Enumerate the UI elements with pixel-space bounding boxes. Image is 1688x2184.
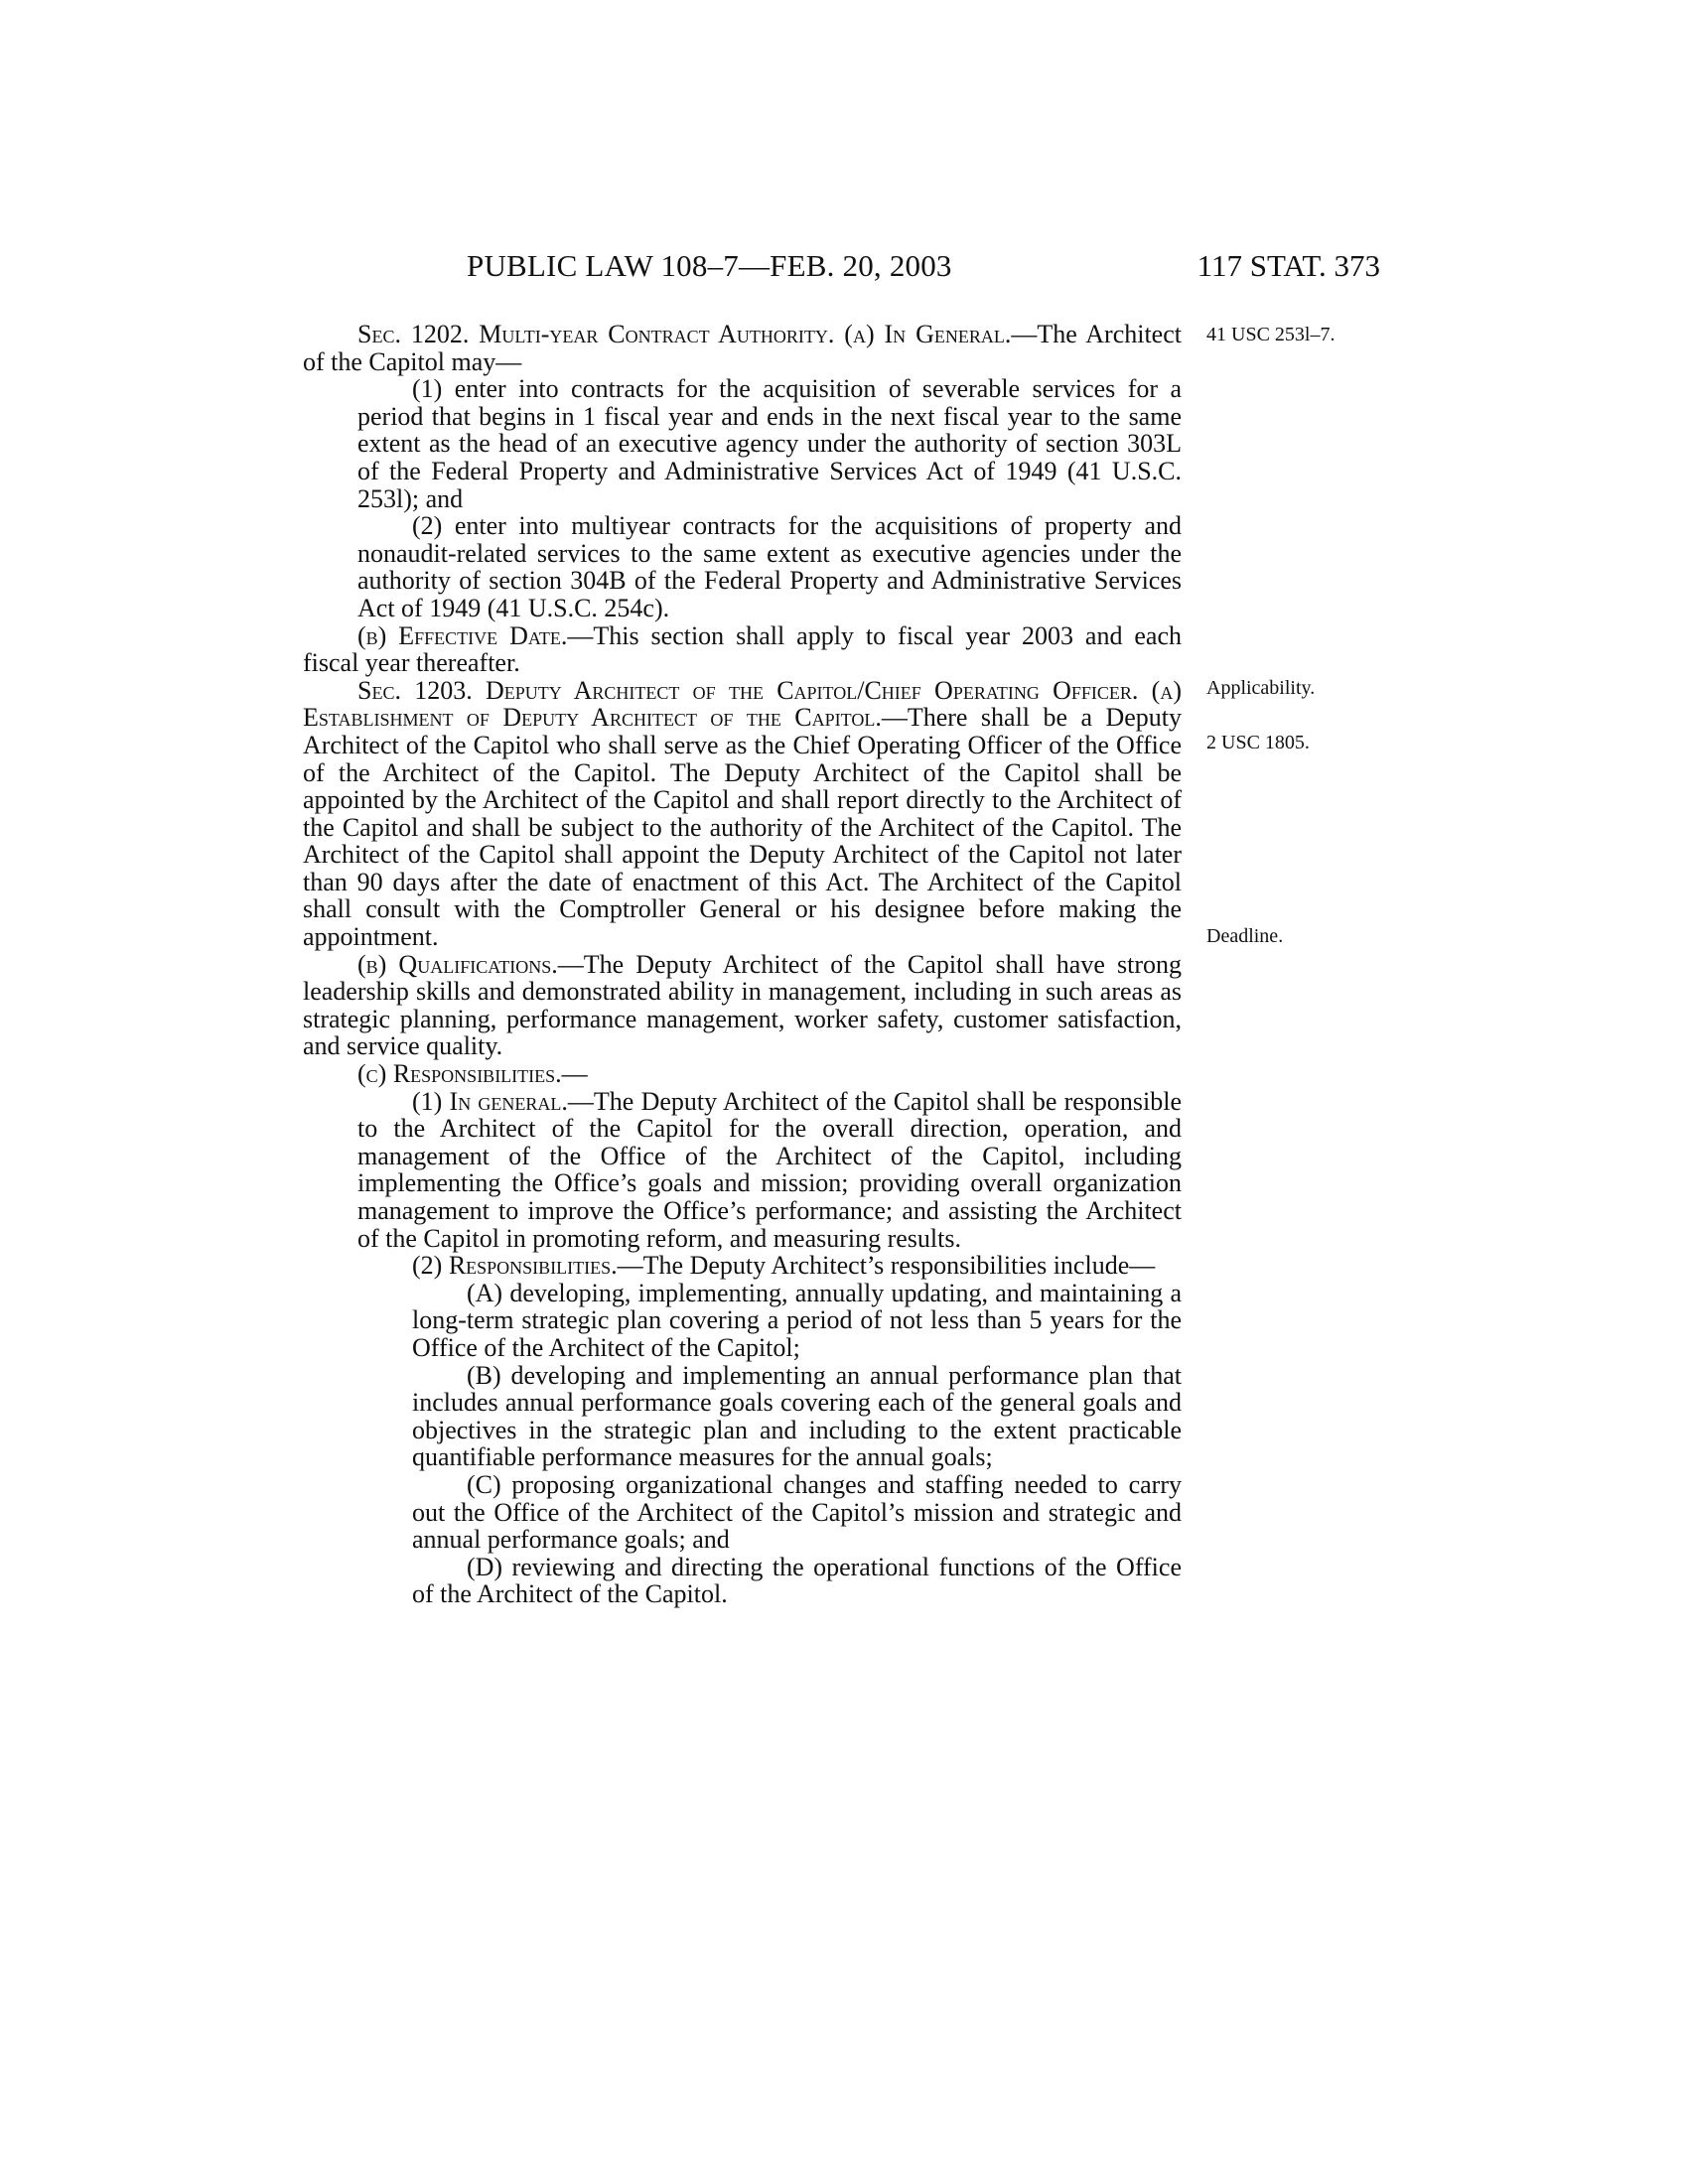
sec-1202-text: —The Architect of the Capitol may— (303, 320, 1182, 376)
sec-1203-text: —There shall be a Deputy Architect of the Capitol who shall serve as the Chief Operating Officer of the Office of the Architect of the Capitol. The Deputy Architect of the Capitol shall be appointed by the Architect of the Capitol and shall report directly to the Architect of the Capitol and shall be subject to the authority of the Architect of the Capitol. The Architect of the Capitol shall appoint the Deputy Architect of the Capitol not later than 90 days after the date of enactment of this Act. The Architect of the Capitol shall consult with the Comptroller General or his designee before making the appointment. (303, 703, 1182, 952)
sec-1203-c2-C: (C) proposing organizational changes and staffing needed to carry out the Office of the Architect of the Capitol’s mission and strategic and annual performance goals; and (412, 1469, 1182, 1555)
sec-1202-para-1: (1) enter into contracts for the acquisition of severable services for a period that begins in 1 fiscal year and ends in the next fiscal year to the same extent as the head of an executive agency under the authority of section 303L of the Federal Property and Administrative Services Act of 1949 (41 U.S.C. 253l); and (357, 374, 1182, 513)
sec-1203-b-text: —The Deputy Architect of the Capitol shall have strong leadership skills and demonstrated ability in management, including in such areas as strategic planning, performance management, worker safety, customer satisfaction, and service quality. (303, 949, 1182, 1061)
sec-1203-c1-text: —The Deputy Architect of the Capitol shall be responsible to the Architect of the Capitol for the overall direction, operation, and management of the Office of the Architect of the Capitol, including implementing the Office’s goals and mission; providing overall organization management to improve the Office’s performance; and assisting the Architect of the Capitol in promoting reform, and measuring results. (357, 1086, 1183, 1253)
margin-note-citation-1203: 2 USC 1805. (1206, 732, 1310, 753)
sec-1203-responsibilities (303, 1060, 1182, 1088)
sec-1203-c2-text: —The Deputy Architect’s responsibilities include— (617, 1251, 1156, 1281)
sec-1202-heading (303, 321, 1182, 375)
margin-note-citation-1202: 41 USC 253l–7. (1206, 324, 1336, 345)
sec-1203-c2-B: (B) developing and implementing an annual performance plan that includes annual performance goals covering each of the general goals and objectives in the strategic plan and including to the extent practicable quantifiable performance measures for the annual goals; (412, 1360, 1182, 1472)
sec-1203-c2-A: (A) developing, implementing, annually updating, and maintaining a long-term strategic plan covering a period of not less than 5 years for the Office of the Architect of the Capitol; (412, 1278, 1182, 1362)
sec-1202-b-text: —This section shall apply to fiscal year 2003 and each fiscal year thereafter. (303, 620, 1183, 678)
page-number: 117 STAT. 373 (1196, 248, 1380, 283)
sec-1203-c1 (303, 1088, 1182, 1253)
margin-note-applicability: Applicability. (1206, 677, 1316, 699)
document-body (303, 321, 1182, 1608)
sec-1203-lead: Sec. 1203. Deputy Architect of the Capitol/Chief Operating Officer. (a) Establishment of Deputy Architect of the Capitol. (303, 675, 1182, 733)
sec-1203-qualifications (303, 951, 1182, 1060)
sec-1202-effective-date (303, 622, 1182, 677)
margin-note-deadline: Deadline. (1206, 925, 1284, 947)
sec-1203-heading (303, 677, 1182, 951)
sec-1203-c-lead: (c) Responsibilities. (357, 1059, 562, 1089)
sec-1202-b-lead: (b) Effective Date. (357, 620, 568, 650)
sec-1203-b-lead: (b) Qualifications. (357, 949, 558, 979)
sec-1203-c2-lead: (2) Responsibilities. (412, 1251, 618, 1281)
sec-1202-para-2: (2) enter into multiyear contracts for the acquisitions of property and nonaudit-related services to the same extent as executive agencies under the authority of section 304B of the Federal Property and Administrative Services Act of 1949 (41 U.S.C. 254c). (357, 511, 1182, 622)
sec-1203-c2-D: (D) reviewing and directing the operational functions of the Office of the Architect of the Capitol. (412, 1552, 1182, 1609)
sec-1203-c-text: — (561, 1059, 588, 1089)
sec-1202-lead: Sec. 1202. Multi-year Contract Authority. (a) In General. (357, 320, 1012, 348)
sec-1203-c2 (303, 1252, 1182, 1280)
page-header (298, 248, 1380, 288)
sec-1203-c1-lead: (1) In general. (412, 1086, 568, 1116)
running-head: PUBLIC LAW 108–7—FEB. 20, 2003 (467, 248, 952, 283)
